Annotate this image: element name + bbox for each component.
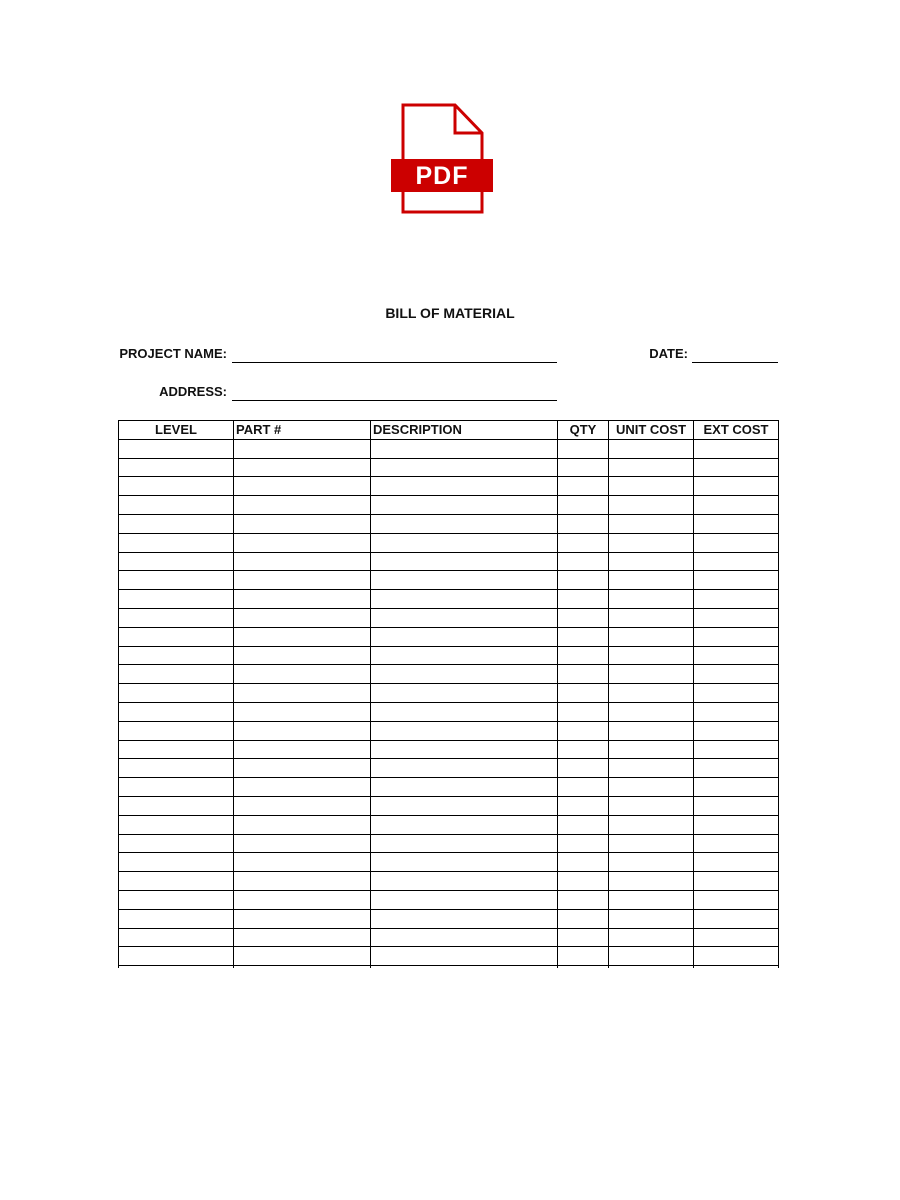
address-label: ADDRESS: [159, 384, 227, 399]
cell-unit-cost[interactable] [609, 608, 694, 627]
cell-unit-cost[interactable] [609, 815, 694, 834]
cell-unit-cost[interactable] [609, 759, 694, 778]
cell-description[interactable] [371, 439, 558, 458]
cell-description[interactable] [371, 890, 558, 909]
table-row-partial [119, 966, 779, 969]
table-row [119, 815, 779, 834]
cell-part-number[interactable] [234, 815, 371, 834]
cell-partial [558, 966, 609, 969]
cell-ext-cost[interactable] [694, 458, 779, 477]
cell-description[interactable] [371, 458, 558, 477]
cell-unit-cost[interactable] [609, 740, 694, 759]
cell-level[interactable] [119, 590, 234, 609]
table-row [119, 458, 779, 477]
cell-unit-cost[interactable] [609, 514, 694, 533]
cell-part-number[interactable] [234, 646, 371, 665]
cell-ext-cost[interactable] [694, 890, 779, 909]
cell-ext-cost[interactable] [694, 721, 779, 740]
cell-ext-cost[interactable] [694, 477, 779, 496]
cell-level[interactable] [119, 684, 234, 703]
cell-ext-cost[interactable] [694, 627, 779, 646]
cell-part-number[interactable] [234, 834, 371, 853]
cell-part-number[interactable] [234, 439, 371, 458]
cell-ext-cost[interactable] [694, 702, 779, 721]
cell-level[interactable] [119, 496, 234, 515]
cell-qty[interactable] [558, 684, 609, 703]
cell-unit-cost[interactable] [609, 778, 694, 797]
cell-unit-cost[interactable] [609, 477, 694, 496]
cell-unit-cost[interactable] [609, 533, 694, 552]
cell-qty[interactable] [558, 627, 609, 646]
cell-description[interactable] [371, 740, 558, 759]
cell-part-number[interactable] [234, 608, 371, 627]
table-row [119, 590, 779, 609]
cell-qty[interactable] [558, 947, 609, 966]
cell-description[interactable] [371, 627, 558, 646]
cell-level[interactable] [119, 872, 234, 891]
cell-level[interactable] [119, 796, 234, 815]
cell-description[interactable] [371, 947, 558, 966]
date-label: DATE: [649, 346, 688, 361]
table-row [119, 928, 779, 947]
cell-part-number[interactable] [234, 759, 371, 778]
cell-qty[interactable] [558, 571, 609, 590]
date-field[interactable] [692, 362, 778, 363]
cell-description[interactable] [371, 834, 558, 853]
cell-qty[interactable] [558, 721, 609, 740]
cell-qty[interactable] [558, 796, 609, 815]
cell-description[interactable] [371, 759, 558, 778]
column-header-part-number: PART # [234, 421, 371, 440]
table-row [119, 721, 779, 740]
cell-description[interactable] [371, 872, 558, 891]
cell-part-number[interactable] [234, 533, 371, 552]
table-row [119, 477, 779, 496]
cell-qty[interactable] [558, 533, 609, 552]
cell-ext-cost[interactable] [694, 496, 779, 515]
cell-ext-cost[interactable] [694, 947, 779, 966]
cell-qty[interactable] [558, 646, 609, 665]
cell-level[interactable] [119, 928, 234, 947]
table-row [119, 665, 779, 684]
cell-description[interactable] [371, 646, 558, 665]
table-row [119, 571, 779, 590]
cell-unit-cost[interactable] [609, 834, 694, 853]
cell-part-number[interactable] [234, 796, 371, 815]
cell-ext-cost[interactable] [694, 439, 779, 458]
table-row [119, 514, 779, 533]
project-name-field[interactable] [232, 362, 557, 363]
table-row [119, 496, 779, 515]
cell-qty[interactable] [558, 439, 609, 458]
table-row [119, 796, 779, 815]
cell-level[interactable] [119, 627, 234, 646]
table-row [119, 627, 779, 646]
table-row [119, 439, 779, 458]
column-header-description: DESCRIPTION [371, 421, 558, 440]
cell-level[interactable] [119, 533, 234, 552]
cell-description[interactable] [371, 571, 558, 590]
cell-description[interactable] [371, 796, 558, 815]
cell-qty[interactable] [558, 552, 609, 571]
cell-description[interactable] [371, 702, 558, 721]
table-row [119, 853, 779, 872]
cell-qty[interactable] [558, 477, 609, 496]
cell-unit-cost[interactable] [609, 627, 694, 646]
cell-part-number[interactable] [234, 872, 371, 891]
cell-description[interactable] [371, 533, 558, 552]
cell-unit-cost[interactable] [609, 702, 694, 721]
cell-ext-cost[interactable] [694, 533, 779, 552]
cell-unit-cost[interactable] [609, 665, 694, 684]
cell-qty[interactable] [558, 702, 609, 721]
cell-unit-cost[interactable] [609, 872, 694, 891]
cell-unit-cost[interactable] [609, 796, 694, 815]
cell-level[interactable] [119, 853, 234, 872]
cell-description[interactable] [371, 477, 558, 496]
cell-level[interactable] [119, 778, 234, 797]
cell-qty[interactable] [558, 909, 609, 928]
cell-part-number[interactable] [234, 458, 371, 477]
cell-ext-cost[interactable] [694, 646, 779, 665]
table-row [119, 909, 779, 928]
cell-unit-cost[interactable] [609, 552, 694, 571]
cell-part-number[interactable] [234, 702, 371, 721]
cell-qty[interactable] [558, 834, 609, 853]
cell-part-number[interactable] [234, 571, 371, 590]
cell-ext-cost[interactable] [694, 571, 779, 590]
cell-description[interactable] [371, 665, 558, 684]
table-row [119, 646, 779, 665]
cell-unit-cost[interactable] [609, 458, 694, 477]
cell-partial [694, 966, 779, 969]
cell-part-number[interactable] [234, 496, 371, 515]
cell-description[interactable] [371, 552, 558, 571]
table-row [119, 533, 779, 552]
cell-level[interactable] [119, 909, 234, 928]
column-header-level: LEVEL [119, 421, 234, 440]
cell-part-number[interactable] [234, 778, 371, 797]
cell-level[interactable] [119, 646, 234, 665]
cell-part-number[interactable] [234, 590, 371, 609]
cell-unit-cost[interactable] [609, 439, 694, 458]
cell-partial [371, 966, 558, 969]
cell-ext-cost[interactable] [694, 928, 779, 947]
cell-ext-cost[interactable] [694, 684, 779, 703]
table-row [119, 890, 779, 909]
cell-ext-cost[interactable] [694, 552, 779, 571]
cell-ext-cost[interactable] [694, 590, 779, 609]
project-name-label: PROJECT NAME: [119, 346, 227, 361]
cell-description[interactable] [371, 853, 558, 872]
table-row [119, 608, 779, 627]
cell-unit-cost[interactable] [609, 947, 694, 966]
table-row [119, 702, 779, 721]
cell-unit-cost[interactable] [609, 571, 694, 590]
cell-unit-cost[interactable] [609, 684, 694, 703]
cell-level[interactable] [119, 834, 234, 853]
cell-qty[interactable] [558, 740, 609, 759]
cell-unit-cost[interactable] [609, 928, 694, 947]
cell-part-number[interactable] [234, 890, 371, 909]
cell-unit-cost[interactable] [609, 853, 694, 872]
cell-ext-cost[interactable] [694, 608, 779, 627]
cell-description[interactable] [371, 590, 558, 609]
cell-description[interactable] [371, 514, 558, 533]
table-row [119, 552, 779, 571]
cell-ext-cost[interactable] [694, 909, 779, 928]
cell-unit-cost[interactable] [609, 646, 694, 665]
cell-level[interactable] [119, 514, 234, 533]
cell-qty[interactable] [558, 815, 609, 834]
cell-level[interactable] [119, 665, 234, 684]
cell-part-number[interactable] [234, 627, 371, 646]
cell-part-number[interactable] [234, 909, 371, 928]
cell-qty[interactable] [558, 872, 609, 891]
cell-description[interactable] [371, 496, 558, 515]
cell-qty[interactable] [558, 890, 609, 909]
cell-part-number[interactable] [234, 947, 371, 966]
cell-unit-cost[interactable] [609, 590, 694, 609]
cell-description[interactable] [371, 778, 558, 797]
cell-description[interactable] [371, 928, 558, 947]
cell-level[interactable] [119, 439, 234, 458]
cell-part-number[interactable] [234, 853, 371, 872]
table-row [119, 759, 779, 778]
cell-ext-cost[interactable] [694, 834, 779, 853]
cell-level[interactable] [119, 721, 234, 740]
cell-partial [119, 966, 234, 969]
cell-qty[interactable] [558, 458, 609, 477]
cell-ext-cost[interactable] [694, 778, 779, 797]
cell-level[interactable] [119, 702, 234, 721]
cell-ext-cost[interactable] [694, 872, 779, 891]
cell-level[interactable] [119, 477, 234, 496]
cell-unit-cost[interactable] [609, 721, 694, 740]
cell-level[interactable] [119, 552, 234, 571]
cell-description[interactable] [371, 721, 558, 740]
cell-level[interactable] [119, 947, 234, 966]
table-row [119, 947, 779, 966]
cell-partial [609, 966, 694, 969]
cell-description[interactable] [371, 909, 558, 928]
cell-qty[interactable] [558, 853, 609, 872]
cell-part-number[interactable] [234, 928, 371, 947]
cell-ext-cost[interactable] [694, 796, 779, 815]
cell-part-number[interactable] [234, 721, 371, 740]
cell-partial [234, 966, 371, 969]
address-field[interactable] [232, 400, 557, 401]
cell-level[interactable] [119, 571, 234, 590]
cell-unit-cost[interactable] [609, 496, 694, 515]
cell-qty[interactable] [558, 590, 609, 609]
column-header-unit-cost: UNIT COST [609, 421, 694, 440]
cell-qty[interactable] [558, 496, 609, 515]
table-row [119, 872, 779, 891]
cell-level[interactable] [119, 458, 234, 477]
column-header-ext-cost: EXT COST [694, 421, 779, 440]
cell-qty[interactable] [558, 514, 609, 533]
cell-description[interactable] [371, 815, 558, 834]
cell-qty[interactable] [558, 759, 609, 778]
table-row [119, 778, 779, 797]
cell-part-number[interactable] [234, 740, 371, 759]
cell-part-number[interactable] [234, 477, 371, 496]
column-header-qty: QTY [558, 421, 609, 440]
table-row [119, 684, 779, 703]
table-header-row [119, 421, 779, 440]
pdf-badge-label: PDF [415, 162, 469, 190]
cell-qty[interactable] [558, 778, 609, 797]
bill-of-material-table [118, 420, 779, 968]
cell-part-number[interactable] [234, 684, 371, 703]
cell-level[interactable] [119, 740, 234, 759]
cell-ext-cost[interactable] [694, 815, 779, 834]
cell-ext-cost[interactable] [694, 665, 779, 684]
cell-qty[interactable] [558, 665, 609, 684]
cell-part-number[interactable] [234, 514, 371, 533]
cell-ext-cost[interactable] [694, 759, 779, 778]
cell-level[interactable] [119, 890, 234, 909]
table-row [119, 740, 779, 759]
cell-level[interactable] [119, 608, 234, 627]
cell-unit-cost[interactable] [609, 909, 694, 928]
cell-part-number[interactable] [234, 552, 371, 571]
table-row [119, 834, 779, 853]
cell-ext-cost[interactable] [694, 853, 779, 872]
cell-ext-cost[interactable] [694, 514, 779, 533]
cell-level[interactable] [119, 815, 234, 834]
cell-qty[interactable] [558, 928, 609, 947]
cell-qty[interactable] [558, 608, 609, 627]
cell-description[interactable] [371, 684, 558, 703]
cell-level[interactable] [119, 759, 234, 778]
cell-part-number[interactable] [234, 665, 371, 684]
cell-unit-cost[interactable] [609, 890, 694, 909]
cell-description[interactable] [371, 608, 558, 627]
document-title: BILL OF MATERIAL [385, 305, 515, 321]
cell-ext-cost[interactable] [694, 740, 779, 759]
